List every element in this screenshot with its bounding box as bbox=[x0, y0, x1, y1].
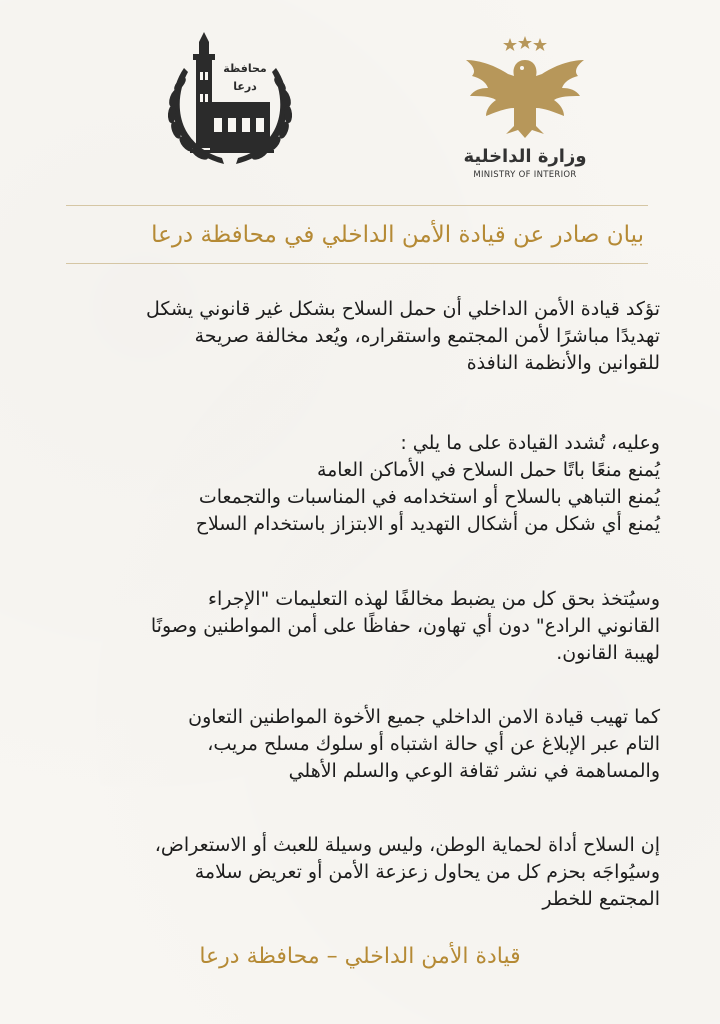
ministry-name-arabic: وزارة الداخلية bbox=[463, 146, 587, 167]
paragraph-line: والمساهمة في نشر ثقافة الوعي والسلم الأهلي bbox=[288, 760, 660, 782]
daraa-emblem-icon bbox=[150, 28, 310, 178]
paragraph-line: القانوني الرادع" دون أي تهاون، حفاظًا على أمن المواطنين وصونًا bbox=[150, 615, 660, 637]
daraa-emblem-text-2: درعا bbox=[233, 80, 257, 93]
paragraph-line: كما تهيب قيادة الامن الداخلي جميع الأخوة المواطنين التعاون bbox=[188, 706, 660, 728]
signature: قيادة الأمن الداخلي – محافظة درعا bbox=[199, 944, 521, 969]
document-title: بيان صادر عن قيادة الأمن الداخلي في محافظة درعا bbox=[151, 222, 644, 248]
paragraph-line: لهيبة القانون. bbox=[556, 642, 660, 664]
paragraph-line: المجتمع للخطر bbox=[542, 888, 660, 910]
paragraph-line: تؤكد قيادة الأمن الداخلي أن حمل السلاح بشكل غير قانوني يشكل bbox=[146, 298, 660, 320]
paragraph-line: التام عبر الإبلاغ عن أي حالة اشتباه أو سلوك مسلح مريب، bbox=[207, 733, 660, 755]
paragraph-line: تهديدًا مباشرًا لأمن المجتمع واستقراره، ويُعد مخالفة صريحة bbox=[194, 325, 660, 347]
paragraph-line: للقوانين والأنظمة النافذة bbox=[466, 352, 660, 374]
rule-item: يُمنع التباهي بالسلاح أو استخدامه في المناسبات والتجمعات bbox=[198, 486, 660, 508]
daraa-governorate-logo bbox=[150, 28, 310, 178]
eagle-icon bbox=[450, 30, 600, 142]
ministry-of-interior-logo bbox=[450, 30, 600, 190]
paragraph-line: وعليه، تُشدد القيادة على ما يلي : bbox=[400, 432, 660, 454]
paragraph-rules bbox=[60, 430, 660, 538]
rule-item: يُمنع منعًا باتًا حمل السلاح في الأماكن العامة bbox=[316, 459, 660, 481]
paragraph-closing bbox=[60, 832, 660, 913]
paragraph-appeal bbox=[60, 704, 660, 785]
rule-item: يُمنع أي شكل من أشكال التهديد أو الابتزاز باستخدام السلاح bbox=[195, 513, 660, 535]
paragraph-enforcement bbox=[60, 586, 660, 667]
ministry-name-english: MINISTRY OF INTERIOR bbox=[473, 170, 577, 180]
paragraph-line: وسيُواجَه بحزم كل من يحاول زعزعة الأمن أو تعريض سلامة bbox=[194, 861, 660, 883]
paragraph-line: إن السلاح أداة لحماية الوطن، وليس وسيلة للعبث أو الاستعراض، bbox=[154, 834, 660, 856]
daraa-emblem-text-1: محافظة bbox=[223, 62, 267, 75]
title-divider-top bbox=[66, 205, 648, 206]
title-divider-bottom bbox=[66, 263, 648, 264]
paragraph-intro bbox=[60, 296, 660, 377]
paragraph-line: وسيُتخذ بحق كل من يضبط مخالفًا لهذه التعليمات "الإجراء bbox=[208, 588, 660, 610]
